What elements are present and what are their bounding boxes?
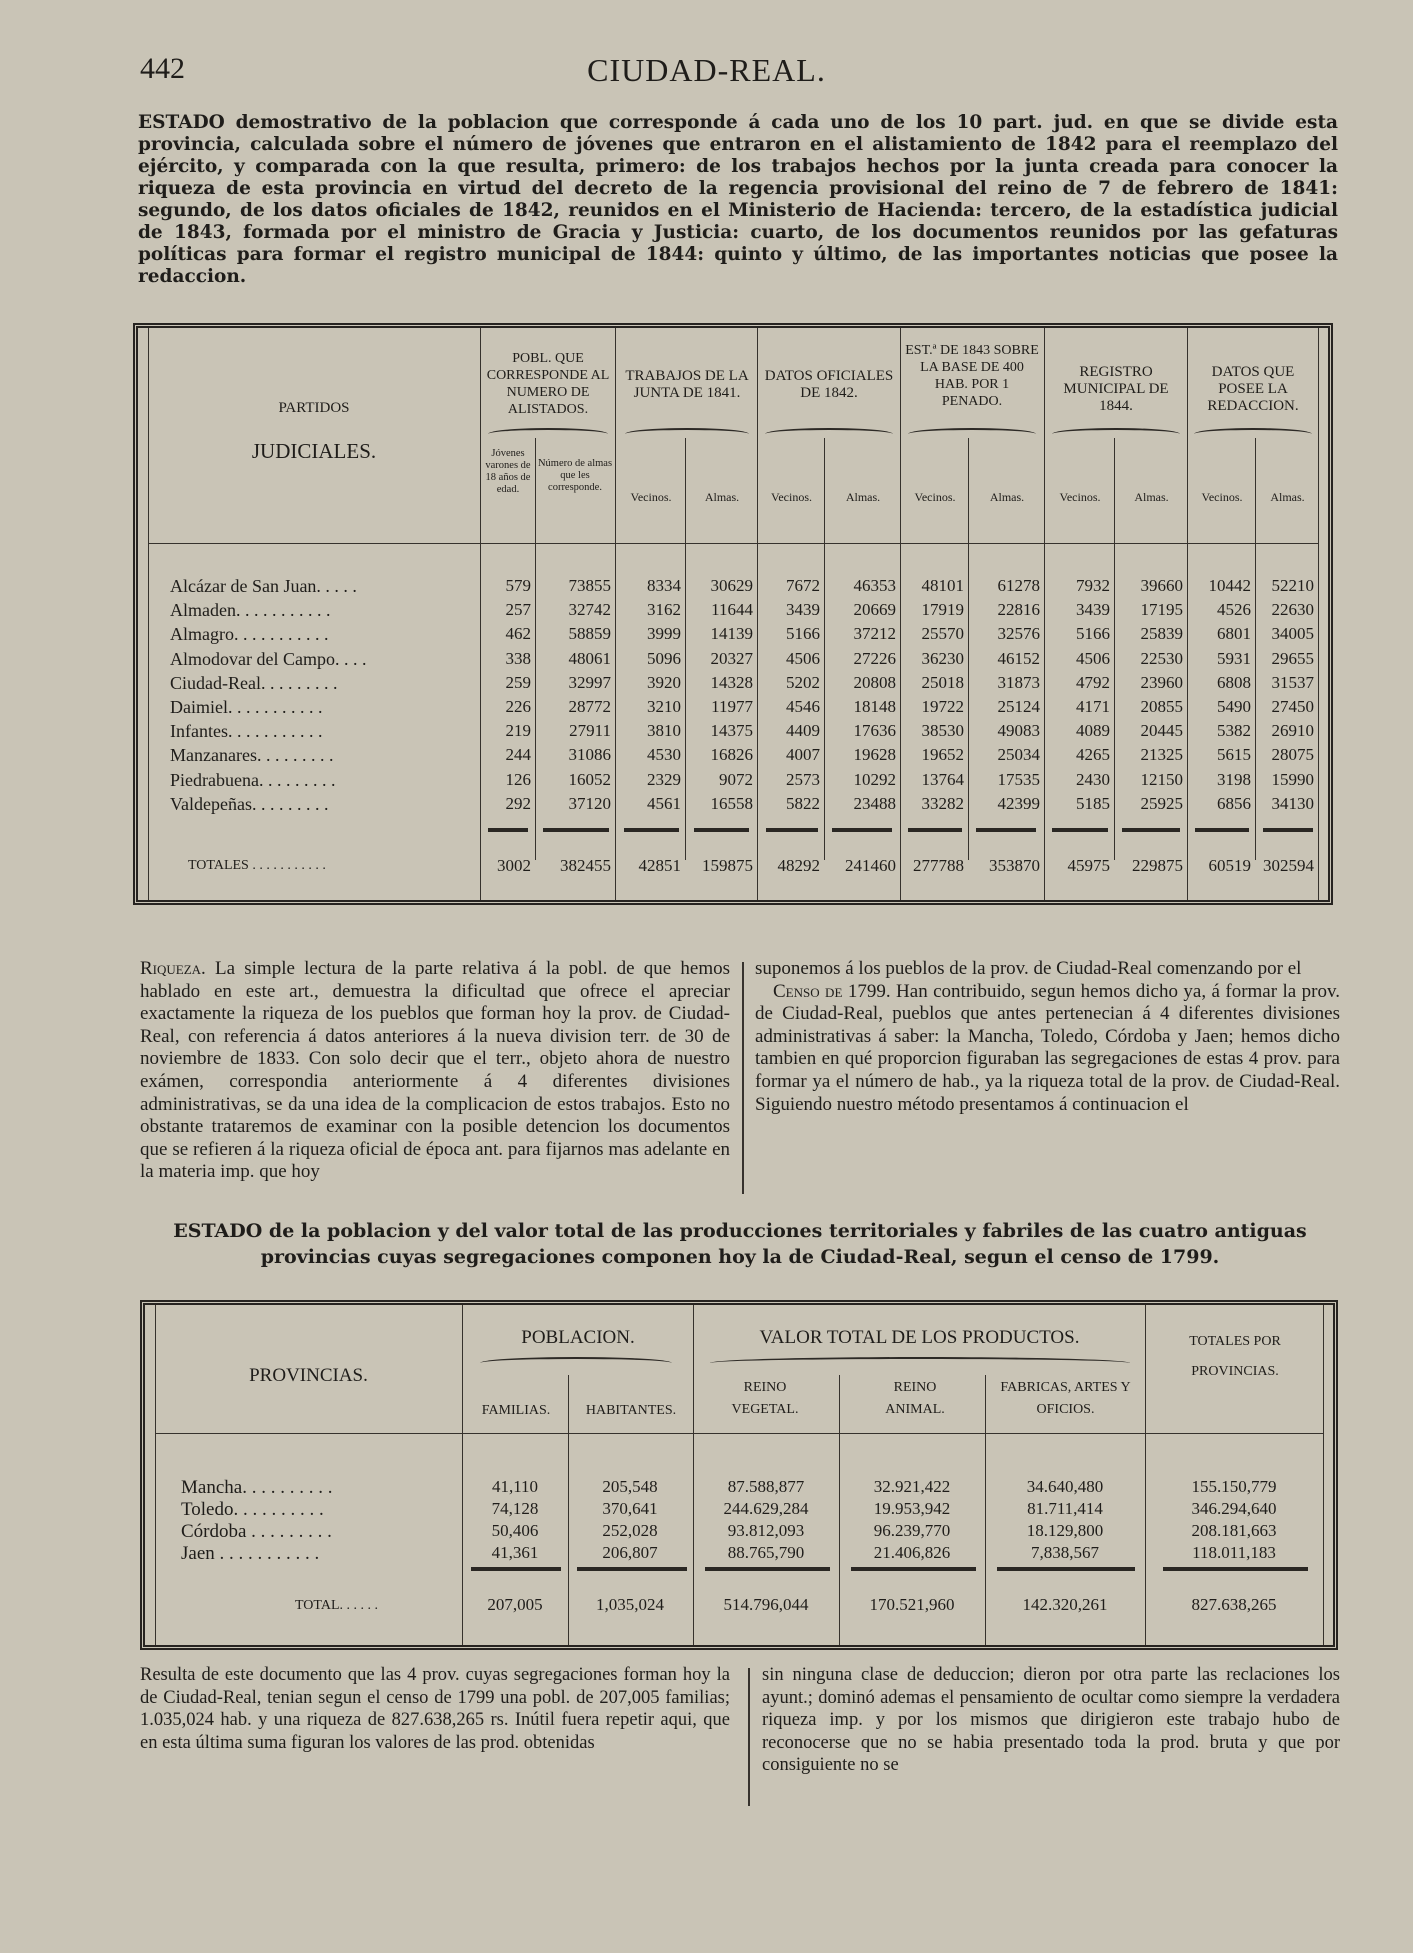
table-cell: 10292 xyxy=(853,769,896,789)
table-cell: 6801 xyxy=(1217,624,1251,644)
riqueza-left-text: La simple lectura de la parte relativa á la pobl. de que hemos hablado en este art., demuestra la dificultad que ofrece el apreciar exactamente la riqueza de los pueblos que forman hoy la prov. de Ciudad-Real, con referencia á datos anteriores á la nueva division terr. de 30 de noviembre de 1833. Con solo decir que el terr., objeto ahora de nuestro exámen, correspondia anteriormente á 4 diferentes divisiones administrativas, se da una idea de la complicacion de estos trabajos. Esto no obstante trataremos de examinar con la posible detencion los documentos que se refieren á la riqueza oficial de época ant. para fijarnos mas adelante en la materia imp. que hoy xyxy=(140,958,730,1183)
col-habitantes: HABITANTES. xyxy=(585,1403,677,1418)
table-cell: 370,641 xyxy=(602,1499,658,1518)
total-cell: 45975 xyxy=(1067,856,1110,875)
total-cell: 170.521,960 xyxy=(869,1595,955,1614)
table-cell: 13764 xyxy=(921,769,964,789)
table-cell: 20327 xyxy=(710,648,753,668)
resulta-left-paragraph: Resulta de este documento que las 4 prov. cuyas segregaciones forman hoy la de Ciudad-Real, tenian segun el censo de 1799 una pobl. de 207,005 familias; 1.035,024 hab. y una riqueza de 827.638,265 rs. Inútil fuera repetir aqui, que en esta última suma figuran los valores de las prod. obtenidas xyxy=(140,1665,730,1753)
table-rule xyxy=(693,1305,694,1645)
group-header: DATOS OFICIALES DE 1842. xyxy=(764,368,894,401)
group-header: DATOS QUE POSEE LA REDACCION. xyxy=(1207,364,1299,414)
table-cell: 16558 xyxy=(710,793,753,813)
col-fabricas: FABRICAS, ARTES Y OFICIOS. xyxy=(1000,1380,1131,1417)
table-cell: 4561 xyxy=(647,793,681,813)
table-cell: 3439 xyxy=(1076,600,1110,620)
table-cell: 32576 xyxy=(997,624,1040,644)
riqueza-right-paragraph xyxy=(755,958,1340,1116)
table-cell: 48101 xyxy=(921,576,964,595)
table-cell: 20855 xyxy=(1140,697,1183,716)
table-row-name: Almaden. . . . . . . . . . . xyxy=(170,600,331,621)
subheader-vecinos: Vecinos. xyxy=(771,490,812,504)
table-cell: 32997 xyxy=(568,672,611,692)
table-cell: 14375 xyxy=(710,721,753,741)
table-cell: 5166 xyxy=(786,624,820,644)
table-cell: 34005 xyxy=(1271,624,1314,644)
total-cell: 1,035,024 xyxy=(596,1595,664,1614)
table-rule xyxy=(488,828,528,832)
table-cell: 226 xyxy=(505,697,531,716)
subheader-vecinos: Vecinos. xyxy=(914,490,956,504)
table-rule xyxy=(968,438,969,860)
table-cell: 41,361 xyxy=(491,1543,539,1562)
intro-text: demostrativo de la poblacion que corresponde á cada uno de los 10 part. jud. en que se divide esta provincia, calculada sobre el número de jóvenes que entraron en el alistamiento de 1842 para el reemplazo del ejército, y comparada con la que resulta, primero: de los trabajos hechos por la junta creada para conocer la riqueza de esta provincia en virtud del decreto de la regencia provisional del reino de 7 de febrero de 1841: segundo, de los datos oficiales de 1842, reunidos en el Ministerio de Hacienda: tercero, de la estadística judicial de 1843, formada por el ministro de Gracia y Justicia: cuarto, de los documentos reunidos por las gefaturas políticas para formar el registro municipal de 1844: quinto y último, de las importantes noticias que posee la redaccion. xyxy=(138,112,1338,287)
table-cell: 20445 xyxy=(1140,721,1183,741)
total-cell: 229875 xyxy=(1132,856,1183,875)
table-cell: 38530 xyxy=(921,721,964,741)
totales-provincias-label: TOTALES POR PROVINCIAS. xyxy=(1189,1334,1281,1379)
group-header: POBL. QUE CORRESPONDE AL NUMERO DE ALISTADOS. xyxy=(486,351,610,417)
total-cell: 142.320,261 xyxy=(1022,1595,1108,1614)
table-cell: 205,548 xyxy=(602,1477,658,1496)
table-rule xyxy=(766,828,818,832)
table-rule xyxy=(535,438,536,860)
table-row-name: Daimiel. . . . . . . . . . . xyxy=(170,697,323,717)
table-rule xyxy=(851,1567,976,1571)
table-cell: 292 xyxy=(505,793,531,813)
table-cell: 30629 xyxy=(710,576,753,595)
estado2-heading xyxy=(140,1218,1340,1270)
table-cell: 27911 xyxy=(569,721,611,741)
table-row-name: Almagro. . . . . . . . . . . xyxy=(170,624,329,645)
table-row-name: Córdoba . . . . . . . . . xyxy=(181,1521,332,1542)
table-rule xyxy=(908,828,962,832)
total-cell: 60519 xyxy=(1208,856,1251,875)
group-header: EST.ª DE 1843 SOBRE LA BASE DE 400 HAB. POR 1 PENADO. xyxy=(905,343,1039,409)
table-cell: 2573 xyxy=(786,769,820,789)
table-cell: 4171 xyxy=(1076,697,1110,716)
table-rule xyxy=(1163,1567,1308,1571)
total-label: TOTAL. . . . . . xyxy=(295,1598,379,1613)
table-cell: 52210 xyxy=(1271,576,1314,595)
table-cell: 5822 xyxy=(786,793,820,813)
page-number: 442 xyxy=(140,52,185,85)
table-cell: 8334 xyxy=(647,576,681,595)
total-cell: 353870 xyxy=(989,856,1040,875)
partidos-label: PARTIDOS xyxy=(278,400,350,416)
table-cell: 58859 xyxy=(568,624,611,644)
table-cell: 244 xyxy=(505,745,531,765)
table-cell: 5490 xyxy=(1217,697,1251,716)
table-cell: 259 xyxy=(505,672,531,692)
total-cell: 827.638,265 xyxy=(1191,1595,1277,1614)
table-cell: 462 xyxy=(505,624,531,644)
table-cell: 118.011,183 xyxy=(1192,1543,1276,1562)
table-row-name: Alcázar de San Juan. . . . . xyxy=(170,576,357,596)
table-cell: 25925 xyxy=(1140,793,1183,813)
table-cell: 252,028 xyxy=(602,1521,658,1540)
table-rule xyxy=(148,543,1318,544)
table-cell: 74,128 xyxy=(491,1499,539,1518)
table-cell: 22630 xyxy=(1271,600,1314,620)
table-cell: 338 xyxy=(505,648,531,668)
table-cell: 17195 xyxy=(1140,600,1183,620)
table-cell: 11644 xyxy=(711,600,753,620)
total-cell: 159875 xyxy=(702,856,753,875)
table-cell: 4530 xyxy=(647,745,681,765)
table-rule xyxy=(997,1567,1135,1571)
column-divider xyxy=(748,1668,750,1806)
subheader-almas-corresponde: Número de almas que les corresponde. xyxy=(537,458,613,493)
intro-paragraph xyxy=(138,112,1338,288)
table-cell: 96.239,770 xyxy=(873,1521,951,1540)
brace xyxy=(480,1357,672,1369)
table-cell: 33282 xyxy=(921,793,964,813)
table-cell: 49083 xyxy=(997,721,1040,741)
table-cell: 3810 xyxy=(647,721,681,741)
table-rule xyxy=(543,828,609,832)
table-cell: 25124 xyxy=(997,697,1040,716)
group-header: TRABAJOS DE LA JUNTA DE 1841. xyxy=(625,368,749,401)
censo-lead: Censo de 1799. xyxy=(773,980,891,1002)
table-cell: 3999 xyxy=(647,624,681,644)
table-cell: 37212 xyxy=(853,624,896,644)
col-familias: FAMILIAS. xyxy=(481,1403,551,1418)
table-cell: 6808 xyxy=(1217,672,1251,692)
totales-label: TOTALES . . . . . . . . . . . xyxy=(188,858,326,873)
table-cell: 244.629,284 xyxy=(723,1499,809,1518)
poblacion-label: POBLACION. xyxy=(521,1327,635,1348)
table-cell: 4506 xyxy=(786,648,820,668)
brace xyxy=(908,428,1036,440)
brace xyxy=(710,1357,1130,1369)
running-title: CIUDAD-REAL. xyxy=(587,52,826,88)
total-cell: 42851 xyxy=(638,856,681,875)
table-cell: 21325 xyxy=(1140,745,1183,765)
table-cell: 4265 xyxy=(1076,745,1110,765)
table-cell: 26910 xyxy=(1271,721,1314,741)
table-rule xyxy=(462,1305,463,1645)
table-rule xyxy=(577,1567,687,1571)
table-cell: 31086 xyxy=(568,745,611,765)
table-cell: 93.812,093 xyxy=(727,1521,805,1540)
table-cell: 31873 xyxy=(997,672,1040,692)
table-cell: 126 xyxy=(505,769,531,789)
col-reino-animal: REINO ANIMAL. xyxy=(885,1380,945,1417)
table-cell: 17535 xyxy=(997,769,1040,789)
table-cell: 25570 xyxy=(921,624,964,644)
total-cell: 241460 xyxy=(845,856,896,875)
table-rule xyxy=(624,828,679,832)
table-cell: 87.588,877 xyxy=(727,1477,805,1496)
table-cell: 22530 xyxy=(1140,648,1183,668)
total-cell: 514.796,044 xyxy=(723,1595,809,1614)
table-cell: 37120 xyxy=(568,793,611,813)
group-header: REGISTRO MUNICIPAL DE 1844. xyxy=(1063,364,1169,414)
table-cell: 19628 xyxy=(853,745,896,765)
subheader-jovenes: Jóvenes varones de 18 años de edad. xyxy=(485,448,531,495)
table-rule xyxy=(1263,828,1313,832)
table-rule xyxy=(705,1567,830,1571)
subheader-vecinos: Vecinos. xyxy=(1059,490,1101,504)
table-row-name: Mancha. . . . . . . . . . xyxy=(181,1477,333,1498)
table-cell: 32.921,422 xyxy=(873,1477,951,1496)
table-cell: 22816 xyxy=(997,600,1040,620)
table-rule xyxy=(155,1305,156,1645)
table-cell: 41,110 xyxy=(491,1477,539,1496)
table-cell: 257 xyxy=(505,600,531,620)
table-rule xyxy=(694,828,749,832)
column-divider xyxy=(742,962,744,1194)
table-row-name: Manzanares. . . . . . . . . xyxy=(170,745,334,766)
table-cell: 7932 xyxy=(1076,576,1110,595)
table-cell: 48061 xyxy=(568,648,611,668)
table-cell: 28772 xyxy=(568,697,611,716)
subheader-vecinos: Vecinos. xyxy=(1201,490,1243,504)
table-rule xyxy=(1318,328,1319,900)
subheader-almas: Almas. xyxy=(1134,490,1169,504)
table-cell: 206,807 xyxy=(602,1543,658,1562)
table-cell: 50,406 xyxy=(491,1521,539,1540)
table-cell: 12150 xyxy=(1140,769,1183,789)
table-cell: 4792 xyxy=(1076,672,1110,692)
table-rule xyxy=(985,1375,986,1645)
table-cell: 4007 xyxy=(786,745,820,765)
table-cell: 5931 xyxy=(1217,648,1251,668)
table-cell: 17919 xyxy=(921,600,964,620)
table-cell: 5202 xyxy=(786,672,820,692)
valor-label: VALOR TOTAL DE LOS PRODUCTOS. xyxy=(759,1327,1080,1348)
table-cell: 3210 xyxy=(647,697,681,716)
table-cell: 73855 xyxy=(568,576,611,595)
population-table xyxy=(133,323,1333,905)
table-cell: 14139 xyxy=(710,624,753,644)
table-cell: 16052 xyxy=(568,769,611,789)
intro-lead: ESTADO xyxy=(138,112,225,133)
riqueza-right-text: suponemos á los pueblos de la prov. de Ciudad-Real comenzando por el xyxy=(755,958,1302,979)
table-rule xyxy=(976,828,1036,832)
table-cell: 42399 xyxy=(997,793,1040,813)
table-cell: 219 xyxy=(505,721,531,741)
table-cell: 25034 xyxy=(997,745,1040,765)
table-cell: 32742 xyxy=(568,600,611,620)
brace xyxy=(765,428,893,440)
brace xyxy=(625,428,749,440)
table-cell: 36230 xyxy=(921,648,964,668)
table-cell: 4546 xyxy=(786,697,820,716)
estado2-text: de la poblacion y del valor total de las producciones territoriales y fabriles de las cuatro antiguas provincias cuyas segregaciones componen hoy la de Ciudad-Real, segun el censo de 1799. xyxy=(260,1220,1307,1268)
table-row-name: Ciudad-Real. . . . . . . . . xyxy=(170,672,338,693)
table-cell: 29655 xyxy=(1271,648,1314,668)
table-cell: 18.129,800 xyxy=(1026,1521,1104,1540)
table-cell: 4526 xyxy=(1217,600,1251,620)
table-rule xyxy=(1323,1305,1324,1645)
table-cell: 155.150,779 xyxy=(1191,1477,1277,1496)
table-cell: 23960 xyxy=(1140,672,1183,692)
total-cell: 3002 xyxy=(497,856,531,875)
table-cell: 4506 xyxy=(1076,648,1110,668)
provincias-label: PROVINCIAS. xyxy=(249,1365,368,1386)
table-cell: 34.640,480 xyxy=(1026,1477,1104,1496)
estado2-lead: ESTADO xyxy=(173,1220,263,1242)
table-cell: 16826 xyxy=(710,745,753,765)
table-cell: 61278 xyxy=(997,576,1040,595)
table-rule xyxy=(155,1433,1323,1434)
table-rule xyxy=(832,828,892,832)
table-row-name: Jaen . . . . . . . . . . . xyxy=(181,1543,320,1564)
table-cell: 3920 xyxy=(647,672,681,692)
table-cell: 5382 xyxy=(1217,721,1251,741)
provinces-table xyxy=(140,1300,1338,1650)
judiciales-label: JUDICIALES. xyxy=(251,439,377,463)
table-row-name: Toledo. . . . . . . . . . xyxy=(181,1499,324,1520)
table-cell: 7,838,567 xyxy=(1031,1543,1099,1562)
table-rule xyxy=(1145,1305,1146,1645)
table-cell: 3162 xyxy=(647,600,681,620)
total-cell: 277788 xyxy=(913,856,964,875)
table-cell: 27226 xyxy=(853,648,896,668)
table-cell: 11977 xyxy=(711,697,753,716)
table-cell: 14328 xyxy=(710,672,753,692)
table-cell: 31537 xyxy=(1271,672,1314,692)
table-cell: 346.294,640 xyxy=(1191,1499,1277,1518)
censo-text: Han contribuido, segun hemos dicho ya, á formar la prov. de Ciudad-Real, pueblos que antes pertenecian á 4 diferentes divisiones administrativas á saber: la Mancha, Toledo, Córdoba y Jaen; hemos dicho tambien en qué proporcion figuraban las segregaciones de estas 4 prov. para formar ya el número de hab., ya la riqueza total de la prov. de Ciudad-Real. Siguiendo nuestro método presentamos á continuacion el xyxy=(755,980,1341,1115)
table-rule xyxy=(1195,828,1249,832)
table-cell: 15990 xyxy=(1271,769,1314,789)
table-cell: 3198 xyxy=(1217,769,1251,789)
table-cell: 20808 xyxy=(853,672,896,692)
total-cell: 302594 xyxy=(1263,856,1314,875)
table-rule xyxy=(471,1567,561,1571)
subheader-vecinos: Vecinos. xyxy=(630,490,672,504)
table-cell: 4409 xyxy=(786,721,820,741)
table-cell: 5096 xyxy=(647,648,681,668)
table-cell: 19652 xyxy=(921,745,964,765)
resulta-right-paragraph: sin ninguna clase de deduccion; dieron por otra parte las reclaciones los ayunt.; dominó ademas el pensamiento de ocultar como siempre la verdadera riqueza imp. y por los mismos que dirigieron este trabajo hubo de reconocerse que no se habia presentado toda la prod. bruta y que por consiguiente no se xyxy=(762,1665,1340,1776)
table-row-name: Infantes. . . . . . . . . . . xyxy=(170,721,323,742)
table-cell: 579 xyxy=(505,576,531,595)
subheader-almas: Almas. xyxy=(704,490,740,504)
table-cell: 4089 xyxy=(1076,721,1110,741)
subheader-almas: Almas. xyxy=(1270,490,1305,504)
total-cell: 382455 xyxy=(560,856,611,875)
table-cell: 3439 xyxy=(786,600,820,620)
table-rule xyxy=(1052,828,1108,832)
subheader-almas: Almas. xyxy=(845,490,881,504)
table-cell: 208.181,663 xyxy=(1191,1521,1277,1540)
table-cell: 23488 xyxy=(853,793,896,813)
brace xyxy=(1052,428,1180,440)
table-cell: 39660 xyxy=(1140,576,1183,595)
table-row-name: Piedrabuena. . . . . . . . . xyxy=(170,769,336,790)
table-cell: 5615 xyxy=(1217,745,1251,765)
table-cell: 10442 xyxy=(1208,576,1251,595)
table-cell: 5185 xyxy=(1076,793,1110,813)
brace xyxy=(1194,428,1312,440)
riqueza-lead: Riqueza. xyxy=(140,958,206,979)
table-cell: 17636 xyxy=(853,721,896,741)
table-cell: 25839 xyxy=(1140,624,1183,644)
total-cell: 48292 xyxy=(777,856,820,875)
riqueza-left-paragraph xyxy=(140,958,730,1184)
subheader-almas: Almas. xyxy=(989,490,1025,504)
table-cell: 9072 xyxy=(719,769,753,789)
table-cell: 34130 xyxy=(1271,793,1314,813)
table-cell: 81.711,414 xyxy=(1027,1499,1103,1518)
table-cell: 19.953,942 xyxy=(873,1499,951,1518)
table-cell: 28075 xyxy=(1271,745,1314,765)
table-rule xyxy=(839,1375,840,1645)
table-cell: 2430 xyxy=(1076,769,1110,789)
table-cell: 18148 xyxy=(853,697,896,716)
table-cell: 7672 xyxy=(786,576,820,595)
table-cell: 6856 xyxy=(1217,793,1251,813)
table-cell: 5166 xyxy=(1076,624,1110,644)
col-reino-vegetal: REINO VEGETAL. xyxy=(731,1380,799,1417)
total-cell: 207,005 xyxy=(487,1595,543,1614)
table-cell: 20669 xyxy=(853,600,896,620)
table-cell: 27450 xyxy=(1271,697,1314,716)
table-row-name: Valdepeñas. . . . . . . . . xyxy=(170,793,329,814)
brace xyxy=(488,428,608,440)
table-cell: 46353 xyxy=(853,576,896,595)
table-cell: 19722 xyxy=(921,697,964,716)
table-cell: 21.406,826 xyxy=(873,1543,951,1562)
table-cell: 46152 xyxy=(997,648,1040,668)
table-rule xyxy=(824,438,825,860)
table-cell: 25018 xyxy=(921,672,964,692)
table-cell: 88.765,790 xyxy=(727,1543,805,1562)
table-cell: 2329 xyxy=(647,769,681,789)
table-rule xyxy=(1122,828,1180,832)
table-row-name: Almodovar del Campo. . . . xyxy=(170,648,367,669)
